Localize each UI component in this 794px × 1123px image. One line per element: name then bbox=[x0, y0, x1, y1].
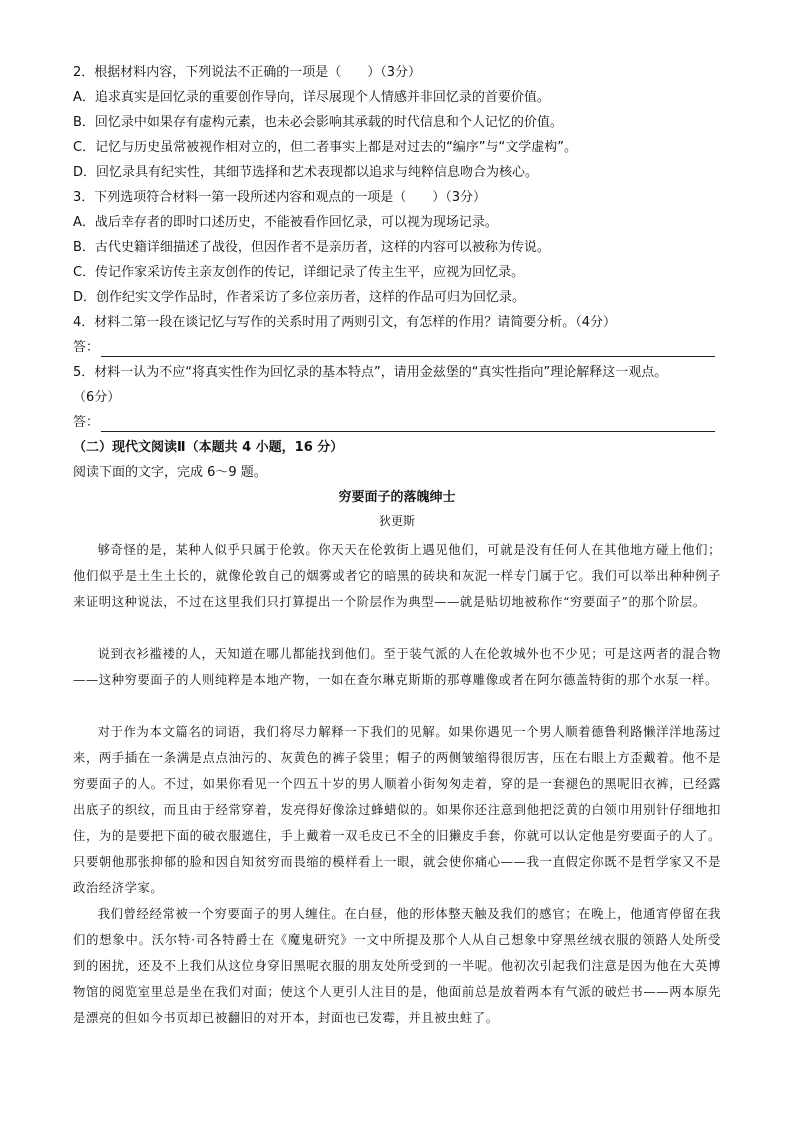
q3-stem: 3．下列选项符合材料一第一段所述内容和观点的一项是（ ）（3分） bbox=[73, 190, 487, 205]
q3-option-b: B．古代史籍详细描述了战役，但因作者不是亲历者，这样的内容可以被称为传说。 bbox=[73, 240, 550, 255]
article-paragraph-4: 我们曾经经常被一个穷要面子的男人缠住。在白昼，他的形体整天触及我们的感官；在晚上，他通宵停留在我们的想象中。沃尔特·司各特爵士在《魔鬼研究》一文中所提及那个人从自己想象中穿黑丝绒衣服的领路人处所受到的困扰，还及不上我们从这位身穿旧黑呢衣服的朋友处所受到的一半呢。他初次引起我们注意是因为他在大英博物馆的阅览室里总是坐在我们对面；使这个人更引人注目的是，他面前总是放着两本有气派的破烂书——两本原先是漂亮的但如今书页却已被翻旧的对开本，封面也已发霉，并且被虫蛀了。 bbox=[73, 907, 721, 1025]
q5-stem: 5．材料一认为不应“将真实性作为回忆录的基本特点”，请用金兹堡的“真实性指向”理论解释这一观点。 bbox=[73, 365, 668, 380]
q4-answer-label: 答： bbox=[73, 340, 100, 355]
q2-option-b: B．回忆录中如果存有虚构元素，也未必会影响其承载的时代信息和个人记忆的价值。 bbox=[73, 115, 563, 130]
q4-answer-line[interactable] bbox=[73, 339, 733, 357]
q5-score: （6分） bbox=[73, 390, 121, 405]
article-paragraph-3: 对于作为本文篇名的词语，我们将尽力解释一下我们的见解。如果你遇见一个男人顺着德鲁利路懒洋洋地荡过来，两手插在一条满是点点油污的、灰黄色的裤子袋里；帽子的两侧皱缩得很厉害，压在右眼上方歪戴着。他不是穷要面子的人。不过，如果你看见一个四五十岁的男人顺着小街匆匆走着，穿的是一套褪色的黑呢旧衣裤，已经露出底子的织纹，而且由于经常穿着，发亮得好像涂过蜂蜡似的。如果你还注意到他把泛黄的白领巾用别针仔细地扣住，为的是要把下面的破衣服遮住，手上戴着一双毛皮已不全的旧獭皮手套，你就可以认定他是穷要面子的人了。只要朝他那张抑郁的脸和因自知贫穷而畏缩的模样看上一眼，就会使你痛心——我一直假定你既不是哲学家又不是政治经济学家。 bbox=[73, 725, 721, 895]
q2-option-c: C．记忆与历史虽常被视作相对立的，但二者事实上都是对过去的“编序”与“文学虚构”。 bbox=[73, 140, 578, 155]
article-author: 狄更斯 bbox=[378, 514, 415, 528]
q2-option-d: D．回忆录具有纪实性，其细节选择和艺术表现都以追求与纯粹信息吻合为核心。 bbox=[73, 165, 539, 180]
q5-answer-line[interactable] bbox=[73, 414, 733, 432]
q2-stem: 2．根据材料内容，下列说法不正确的一项是（ ）（3分） bbox=[73, 65, 422, 80]
q2-option-a: A．追求真实是回忆录的重要创作导向，详尽展现个人情感并非回忆录的首要价值。 bbox=[73, 90, 550, 105]
article-paragraph-2: 说到衣衫褴褛的人，天知道在哪儿都能找到他们。至于装气派的人在伦敦城外也不少见；可是这两者的混合物——这种穷要面子的人则纯粹是本地产物，一如在查尔琳克斯斯的那尊雕像或者在阿尔德盖特街的那个水泵一样。 bbox=[73, 647, 721, 687]
q5-answer-label: 答： bbox=[73, 415, 100, 430]
q4-answer-rule[interactable] bbox=[101, 344, 715, 357]
article-paragraph-1: 够奇怪的是，某种人似乎只属于伦敦。你天天在伦敦街上遇见他们，可就是没有任何人在其他地方碰上他们；他们似乎是土生土长的，就像伦敦自己的烟雾或者它的暗黑的砖块和灰泥一样专门属于它。我们可以举出种种例子来证明这种说法，不过在这里我们只打算提出一个阶层作为典型——就是贴切地被称作“穷要面子”的那个阶层。 bbox=[73, 543, 721, 609]
section-instruction: 阅读下面的文字，完成 6～9 题。 bbox=[73, 465, 267, 480]
q3-option-a: A．战后幸存者的即时口述历史，不能被看作回忆录，可以视为现场记录。 bbox=[73, 215, 498, 230]
q4-stem: 4．材料二第一段在谈记忆与写作的关系时用了两则引文，有怎样的作用？请简要分析。（4分） bbox=[73, 315, 617, 330]
article-title: 穷要面子的落魄绅士 bbox=[338, 490, 456, 505]
section-heading: （二）现代文阅读Ⅱ（本题共 4 小题，16 分） bbox=[73, 440, 344, 455]
q3-option-c: C．传记作家采访传主亲友创作的传记，详细记录了传主生平，应视为回忆录。 bbox=[73, 265, 525, 280]
q3-option-d: D．创作纪实文学作品时，作者采访了多位亲历者，这样的作品可归为回忆录。 bbox=[73, 290, 526, 305]
q5-answer-rule[interactable] bbox=[101, 419, 715, 432]
